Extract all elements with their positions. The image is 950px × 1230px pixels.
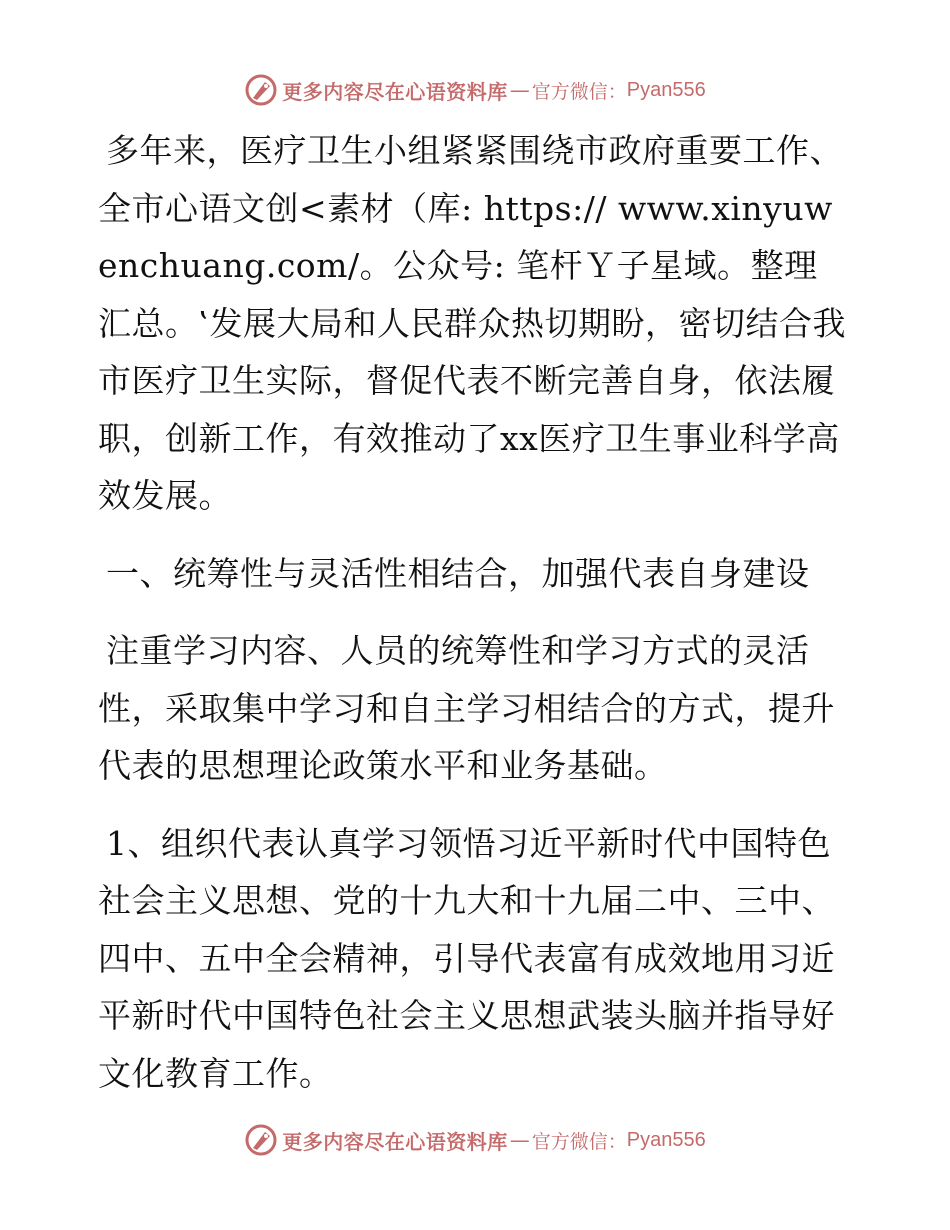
document-body [98, 122, 850, 1102]
pen-nib-logo-icon [244, 73, 278, 107]
section-paragraph: 注重学习内容、人员的统筹性和学习方式的灵活性，采取集中学习和自主学习相结合的方式，提升代表的思想理论政策水平和业务基础。 [98, 631, 835, 785]
footer-banner [0, 1118, 950, 1162]
header-separator: — [509, 78, 530, 102]
footer-separator: — [509, 1128, 530, 1152]
header-wechat-label: 官方微信： [531, 80, 627, 103]
footer-wechat-label: 官方微信： [531, 1130, 627, 1153]
footer-wechat-id: Pyan556 [626, 1128, 706, 1151]
header-site-text: 更多内容尽在心语资料库 [282, 79, 508, 104]
section-heading: 一、统筹性与灵活性相结合，加强代表自身建设 [106, 553, 810, 593]
header-wechat-id: Pyan556 [626, 78, 706, 101]
footer-site-text: 更多内容尽在心语资料库 [282, 1129, 508, 1154]
pen-nib-logo-icon [244, 1123, 278, 1157]
header-banner [0, 68, 950, 112]
intro-paragraph: 多年来，医疗卫生小组紧紧围绕市政府重要工作、全市心语文创<素材（库: https:// www.xinyuwenchuang.com/。公众号: 笔杆Ｙ子星域。整理汇总。‛发展大局和人民群众热切期盼，密切结合我市医疗卫生实际，督促代表不断完善自身，依法履职，创新工作，有效推动了xx医疗卫生事业科学高效发展。 [98, 131, 846, 515]
numbered-paragraph: 1、组织代表认真学习领悟习近平新时代中国特色社会主义思想、党的十九大和十九届二中、三中、四中、五中全会精神，引导代表富有成效地用习近平新时代中国特色社会主义思想武装头脑并指导好文化教育工作。 [98, 823, 835, 1093]
